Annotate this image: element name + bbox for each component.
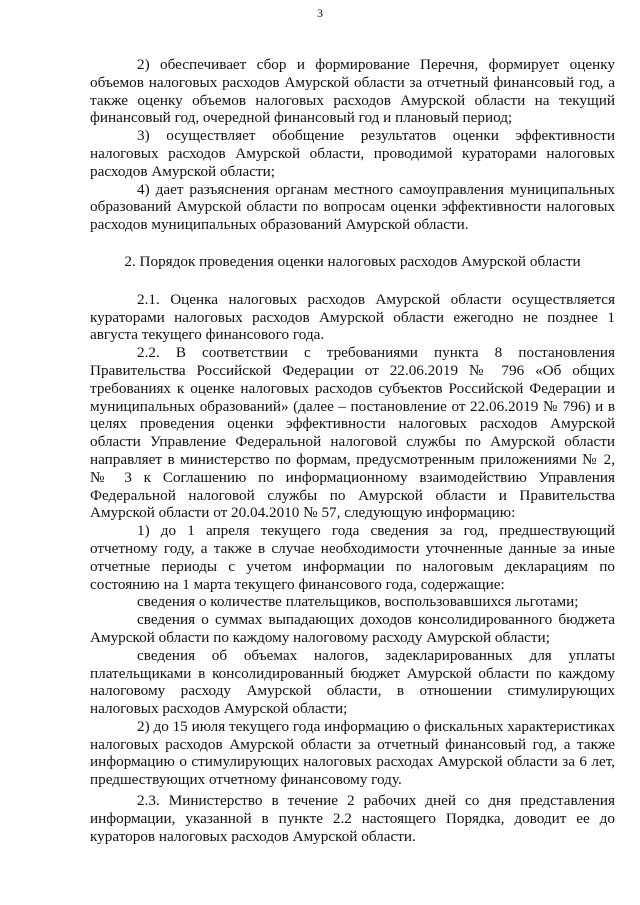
paragraph-item-4: 4) дает разъяснения органам местного самоуправления муниципальных образований Амурской области по вопросам оценки эффективности налоговых расходов муниципальных образований Амурской области. xyxy=(90,180,615,234)
paragraph-taxpayer-count: сведения о количестве плательщиков, воспользовавшихся льготами; xyxy=(137,593,579,611)
paragraph-2-2-sub-1: 1) до 1 апреля текущего года сведения за год, предшествующий отчетному году, а также в случае необходимости уточненные данные за иные отчетные периоды с учетом информации по налоговым декларациям по состоянию на 1 марта текущего финансового года, содержащие: xyxy=(90,522,615,593)
page-number: 3 xyxy=(317,6,323,20)
paragraph-2-2: 2.2. В соответствии с требованиями пункта 8 постановления Правительства Российской Федерации от 22.06.2019 № 796 «Об общих требованиях к оценке налоговых расходов субъектов Российской Федерации и муниципальных образований» (далее – постановление от 22.06.2019 № 796) и в целях проведения оценки эффективности налоговых расходов Амурской области Управление Федеральной налоговой службы по Амурской области направляет в министерство по формам, предусмотренным приложениями № 2, № 3 к Соглашению по информационному взаимодействию Управления Федеральной налоговой службы по Амурской области и Правительства Амурской области от 20.04.2010 № 57, следующую информацию: xyxy=(90,344,615,522)
document-body xyxy=(90,56,615,845)
paragraph-lost-revenue: сведения о суммах выпадающих доходов консолидированного бюджета Амурской области по каждому налоговому расходу Амурской области; xyxy=(90,611,615,646)
section-heading: 2. Порядок проведения оценки налоговых расходов Амурской области xyxy=(124,252,581,270)
paragraph-2-2-sub-2: 2) до 15 июля текущего года информацию о фискальных характеристиках налоговых расходов Амурской области за отчетный финансовый год, а также информацию о стимулирующих налоговых расходах Амурской области за 6 лет, предшествующих отчетному финансовому году. xyxy=(90,717,615,789)
paragraph-item-3: 3) осуществляет обобщение результатов оценки эффективности налоговых расходов Амурской области, проводимой кураторами налоговых расходов Амурской области; xyxy=(90,127,615,180)
paragraph-declared-taxes: сведения об объемах налогов, задекларированных для уплаты плательщиками в консолидированный бюджет Амурской области по каждому налоговому расходу Амурской области, в отношении стимулирующих налоговых расходов Амурской области; xyxy=(90,646,615,718)
paragraph-2-1: 2.1. Оценка налоговых расходов Амурской области осуществляется кураторами налоговых расходов Амурской области ежегодно не позднее 1 августа текущего финансового года. xyxy=(90,290,615,344)
paragraph-item-2: 2) обеспечивает сбор и формирование Перечня, формирует оценку объемов налоговых расходов Амурской области за отчетный финансовый год, а также оценку объемов налоговых расходов Амурской области на текущий финансовый год, очередной финансовый год и плановый период; xyxy=(90,56,615,127)
paragraph-2-3: 2.3. Министерство в течение 2 рабочих дней со дня представления информации, указанной в пункте 2.2 настоящего Порядка, доводит ее до кураторов налоговых расходов Амурской области. xyxy=(90,792,615,845)
